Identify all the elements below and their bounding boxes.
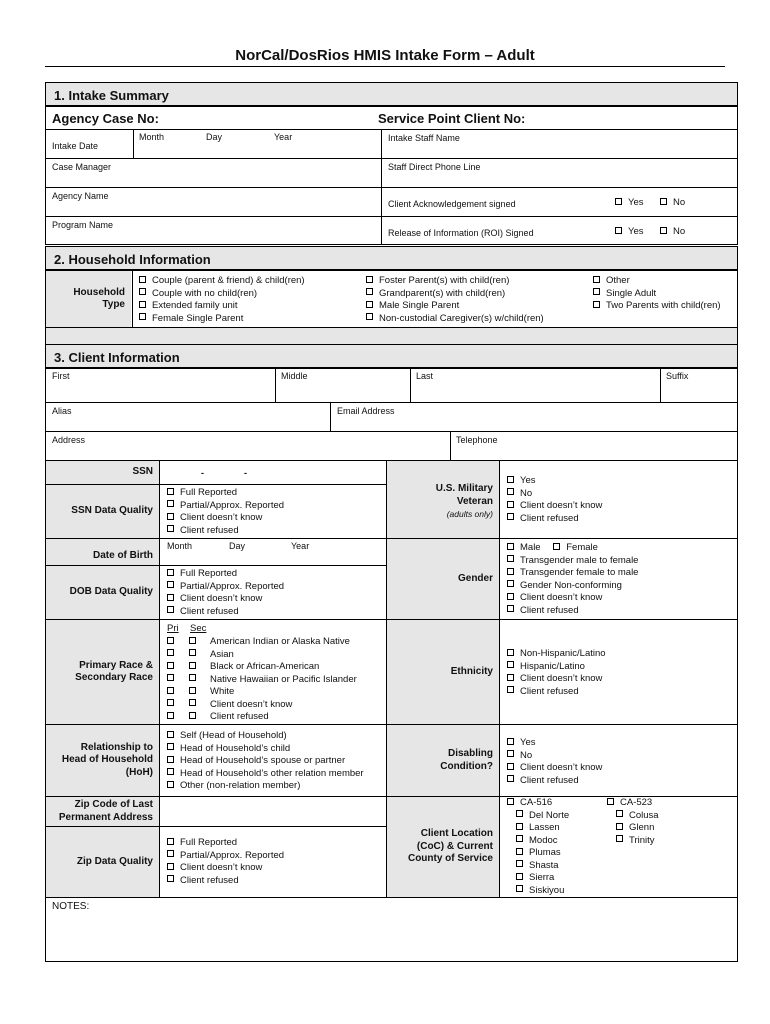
race-option: White (167, 686, 357, 699)
zip-quality-option[interactable]: Partial/Approx. Reported (167, 850, 284, 863)
middle-name-label: Middle (281, 371, 308, 381)
disabling-option[interactable]: Client refused (507, 775, 602, 788)
checkbox-icon[interactable] (507, 605, 514, 612)
zip-quality-option[interactable]: Full Reported (167, 837, 284, 850)
intake-day-label: Day (206, 132, 223, 142)
checkbox-icon[interactable] (593, 288, 600, 295)
client-ack-label: Client Acknowledgement signed (388, 199, 516, 209)
household-option[interactable]: Grandparent(s) with child(ren) (366, 288, 544, 301)
disabling-option[interactable]: Yes (507, 737, 602, 750)
relationship-option[interactable]: Head of Household’s child (167, 743, 364, 756)
ssn-label: SSN (46, 461, 159, 484)
agency-name-label: Agency Name (52, 191, 109, 201)
first-name-label: First (52, 371, 70, 381)
ethnicity-options (507, 648, 606, 698)
dob-quality-label: DOB Data Quality (46, 566, 159, 619)
coc-ca516 (507, 797, 569, 897)
checkbox-icon[interactable] (167, 649, 174, 656)
checkbox-icon[interactable] (167, 594, 174, 601)
intake-date-label: Intake Date (52, 141, 99, 151)
checkbox-icon[interactable] (616, 835, 623, 842)
ssn-quality-options (167, 487, 284, 537)
checkbox-icon[interactable] (167, 513, 174, 520)
relationship-option[interactable]: Self (Head of Household) (167, 730, 364, 743)
dob-year-label: Year (291, 541, 310, 551)
ethnicity-label: Ethnicity (387, 620, 499, 724)
zip-code-label: Zip Code of Last Permanent Address (46, 797, 159, 826)
checkbox-icon[interactable] (616, 823, 623, 830)
checkbox-icon[interactable] (516, 835, 523, 842)
relationship-label: Relationship to Head of Household (HoH) (46, 725, 159, 796)
race-secondary-header: Sec (190, 623, 207, 634)
checkbox-icon[interactable] (507, 686, 514, 693)
race-primary-header: Pri (167, 623, 179, 634)
household-option[interactable]: Single Adult (593, 288, 721, 301)
checkbox-icon[interactable] (507, 593, 514, 600)
ssn-quality-label: SSN Data Quality (46, 485, 159, 538)
coc-option[interactable]: CA-516 (507, 797, 569, 810)
checkbox-icon[interactable] (189, 699, 196, 706)
roi-no-option[interactable]: No (660, 226, 685, 239)
checkbox-icon[interactable] (167, 525, 174, 532)
checkbox-icon[interactable] (507, 649, 514, 656)
race-option: Client refused (167, 711, 357, 724)
alias-label: Alias (52, 406, 72, 416)
checkbox-icon[interactable] (507, 738, 514, 745)
dob-month-label: Month (167, 541, 193, 551)
checkbox-icon[interactable] (366, 288, 373, 295)
county-option[interactable]: Glenn (616, 822, 659, 835)
roi-label: Release of Information (ROI) Signed (388, 228, 534, 238)
checkbox-icon[interactable] (189, 649, 196, 656)
checkbox-icon[interactable] (167, 637, 174, 644)
checkbox-icon[interactable] (507, 661, 514, 668)
checkbox-icon[interactable] (507, 750, 514, 757)
notes-field[interactable] (46, 912, 737, 961)
checkbox-icon[interactable] (189, 662, 196, 669)
ssn-quality-option[interactable]: Client doesn’t know (167, 512, 284, 525)
intake-summary-box (45, 106, 738, 245)
checkbox-icon[interactable] (167, 731, 174, 738)
ethnicity-option[interactable]: Non-Hispanic/Latino (507, 648, 606, 661)
race-label: Primary Race & Secondary Race (46, 620, 159, 724)
ack-yes-option[interactable]: Yes (615, 197, 644, 210)
checkbox-icon[interactable] (516, 823, 523, 830)
race-option: Client doesn’t know (167, 699, 357, 712)
county-option[interactable]: Trinity (616, 835, 659, 848)
ethnicity-option[interactable]: Client refused (507, 686, 606, 699)
title-rule (45, 66, 725, 67)
checkbox-icon[interactable] (516, 885, 523, 892)
checkbox-icon[interactable] (553, 543, 560, 550)
checkbox-icon[interactable] (616, 810, 623, 817)
checkbox-icon[interactable] (167, 674, 174, 681)
relationship-option[interactable]: Other (non-relation member) (167, 780, 364, 793)
checkbox-icon[interactable] (507, 513, 514, 520)
gender-label: Gender (387, 539, 499, 619)
dob-day-label: Day (229, 541, 246, 551)
race-option: Native Hawaiian or Pacific Islander (167, 674, 357, 687)
county-option[interactable]: Colusa (616, 810, 659, 823)
household-col-2 (366, 275, 544, 325)
household-option[interactable]: Other (593, 275, 721, 288)
county-option[interactable]: Sierra (516, 872, 569, 885)
roi-yes-option[interactable]: Yes (615, 226, 644, 239)
checkbox-icon[interactable] (615, 198, 622, 205)
checkbox-icon[interactable] (507, 775, 514, 782)
agency-case-label: Agency Case No: (52, 111, 159, 126)
checkbox-icon[interactable] (189, 687, 196, 694)
checkbox-icon[interactable] (167, 863, 174, 870)
checkbox-icon[interactable] (167, 488, 174, 495)
checkbox-icon[interactable] (189, 712, 196, 719)
checkbox-icon[interactable] (607, 798, 614, 805)
checkbox-icon[interactable] (167, 581, 174, 588)
staff-phone-label: Staff Direct Phone Line (388, 162, 481, 172)
checkbox-icon[interactable] (366, 313, 373, 320)
checkbox-icon[interactable] (167, 687, 174, 694)
household-option[interactable]: Two Parents with child(ren) (593, 300, 721, 313)
checkbox-icon[interactable] (139, 313, 146, 320)
checkbox-icon[interactable] (366, 276, 373, 283)
disabling-condition-label: Disabling Condition? (387, 725, 499, 796)
checkbox-icon[interactable] (593, 301, 600, 308)
dob-quality-options (167, 568, 284, 618)
checkbox-icon[interactable] (507, 674, 514, 681)
checkbox-icon[interactable] (189, 637, 196, 644)
address-label: Address (52, 435, 86, 445)
dob-quality-option[interactable]: Full Reported (167, 568, 284, 581)
disabling-options (507, 737, 602, 787)
checkbox-icon[interactable] (507, 543, 514, 550)
household-option[interactable]: Couple (parent & friend) & child(ren) (139, 275, 305, 288)
checkbox-icon[interactable] (167, 756, 174, 763)
checkbox-icon[interactable] (507, 763, 514, 770)
section-intake-summary-header: 1. Intake Summary (45, 82, 738, 106)
dob-quality-option[interactable]: Client doesn’t know (167, 593, 284, 606)
checkbox-icon[interactable] (167, 569, 174, 576)
checkbox-icon[interactable] (139, 288, 146, 295)
gender-option[interactable]: Gender Non-conforming (507, 580, 638, 593)
veteran-options (507, 475, 602, 525)
zip-quality-option[interactable]: Client refused (167, 875, 284, 888)
intake-year-label: Year (274, 132, 293, 142)
household-option[interactable]: Female Single Parent (139, 313, 305, 326)
checkbox-icon[interactable] (366, 301, 373, 308)
county-option[interactable]: Siskiyou (516, 885, 569, 898)
checkbox-icon[interactable] (167, 662, 174, 669)
telephone-label: Telephone (456, 435, 498, 445)
dob-quality-option[interactable]: Client refused (167, 606, 284, 619)
gender-option[interactable]: Female (553, 542, 598, 553)
household-option[interactable]: Couple with no child(ren) (139, 288, 305, 301)
gender-option[interactable]: Transgender male to female (507, 555, 638, 568)
checkbox-icon[interactable] (167, 500, 174, 507)
dob-label: Date of Birth (46, 539, 159, 565)
county-option[interactable]: Modoc (516, 835, 569, 848)
section-client-header: 3. Client Information (45, 344, 738, 368)
dob-quality-option[interactable]: Partial/Approx. Reported (167, 581, 284, 594)
gender-option[interactable]: Client doesn’t know (507, 592, 638, 605)
email-label: Email Address (337, 406, 395, 416)
household-type-label: Household Type (46, 271, 131, 327)
household-col-3 (593, 275, 721, 313)
zip-quality-label: Zip Data Quality (46, 827, 159, 897)
checkbox-icon[interactable] (167, 875, 174, 882)
checkbox-icon[interactable] (615, 227, 622, 234)
zip-quality-option[interactable]: Client doesn’t know (167, 862, 284, 875)
last-name-label: Last (416, 371, 434, 381)
disabling-option[interactable]: Client doesn’t know (507, 762, 602, 775)
relationship-options (167, 730, 364, 793)
checkbox-icon[interactable] (516, 848, 523, 855)
form-title: NorCal/DosRios HMIS Intake Form – Adult (235, 47, 535, 64)
checkbox-icon[interactable] (507, 555, 514, 562)
checkbox-icon[interactable] (167, 699, 174, 706)
checkbox-icon[interactable] (593, 276, 600, 283)
checkbox-icon[interactable] (167, 743, 174, 750)
checkbox-icon[interactable] (139, 276, 146, 283)
checkbox-icon[interactable] (167, 768, 174, 775)
household-option[interactable]: Non-custodial Caregiver(s) w/child(ren) (366, 313, 544, 326)
county-option[interactable]: Del Norte (516, 810, 569, 823)
disabling-option[interactable]: No (507, 750, 602, 763)
checkbox-icon[interactable] (660, 227, 667, 234)
coc-ca523 (607, 797, 659, 847)
household-option[interactable]: Foster Parent(s) with child(ren) (366, 275, 544, 288)
county-option[interactable]: Shasta (516, 860, 569, 873)
checkbox-icon[interactable] (167, 850, 174, 857)
client-location-label: Client Location (CoC) & Current County of Service (387, 797, 499, 897)
county-option[interactable]: Lassen (516, 822, 569, 835)
section-spacer (45, 328, 738, 344)
ssn-quality-option[interactable]: Client refused (167, 525, 284, 538)
ssn-quality-option[interactable]: Partial/Approx. Reported (167, 500, 284, 513)
gender-option[interactable]: Client refused (507, 605, 638, 618)
intake-staff-label: Intake Staff Name (388, 133, 460, 143)
checkbox-icon[interactable] (167, 838, 174, 845)
ssn-dash: - (201, 468, 204, 478)
veteran-option[interactable]: Yes (507, 475, 602, 488)
household-option[interactable]: Male Single Parent (366, 300, 544, 313)
household-option[interactable]: Extended family unit (139, 300, 305, 313)
checkbox-icon[interactable] (167, 606, 174, 613)
checkbox-icon[interactable] (507, 488, 514, 495)
relationship-option[interactable]: Head of Household’s other relation member (167, 768, 364, 781)
ethnicity-option[interactable]: Hispanic/Latino (507, 661, 606, 674)
relationship-option[interactable]: Head of Household’s spouse or partner (167, 755, 364, 768)
ethnicity-option[interactable]: Client doesn’t know (507, 673, 606, 686)
race-option: Black or African-American (167, 661, 357, 674)
checkbox-icon[interactable] (189, 674, 196, 681)
checkbox-icon[interactable] (507, 580, 514, 587)
program-name-label: Program Name (52, 220, 114, 230)
checkbox-icon[interactable] (507, 476, 514, 483)
gender-option[interactable]: Male (507, 542, 541, 553)
veteran-label: U.S. Military Veteran (adults only) (435, 483, 493, 519)
zip-quality-options (167, 837, 284, 887)
checkbox-icon[interactable] (516, 810, 523, 817)
county-option[interactable]: Plumas (516, 847, 569, 860)
checkbox-icon[interactable] (167, 781, 174, 788)
ack-no-option[interactable]: No (660, 197, 685, 210)
checkbox-icon[interactable] (167, 712, 174, 719)
household-col-1 (139, 275, 305, 325)
veteran-option[interactable]: Client refused (507, 513, 602, 526)
coc-option[interactable]: CA-523 (607, 797, 659, 810)
checkbox-icon[interactable] (660, 198, 667, 205)
checkbox-icon[interactable] (516, 860, 523, 867)
race-option: American Indian or Alaska Native (167, 636, 357, 649)
checkbox-icon[interactable] (507, 568, 514, 575)
gender-options (507, 542, 638, 617)
case-manager-label: Case Manager (52, 162, 112, 172)
service-point-client-label: Service Point Client No: (378, 111, 526, 126)
race-options (167, 636, 357, 724)
gender-option[interactable]: Transgender female to male (507, 567, 638, 580)
veteran-option[interactable]: No (507, 488, 602, 501)
checkbox-icon[interactable] (507, 501, 514, 508)
section-household-header: 2. Household Information (45, 246, 738, 270)
intake-month-label: Month (139, 132, 165, 142)
suffix-label: Suffix (666, 371, 689, 381)
race-option: Asian (167, 649, 357, 662)
notes-label: NOTES: (52, 901, 90, 912)
ssn-dash: - (244, 468, 247, 478)
checkbox-icon[interactable] (507, 798, 514, 805)
checkbox-icon[interactable] (516, 873, 523, 880)
checkbox-icon[interactable] (139, 301, 146, 308)
veteran-option[interactable]: Client doesn’t know (507, 500, 602, 513)
ssn-quality-option[interactable]: Full Reported (167, 487, 284, 500)
